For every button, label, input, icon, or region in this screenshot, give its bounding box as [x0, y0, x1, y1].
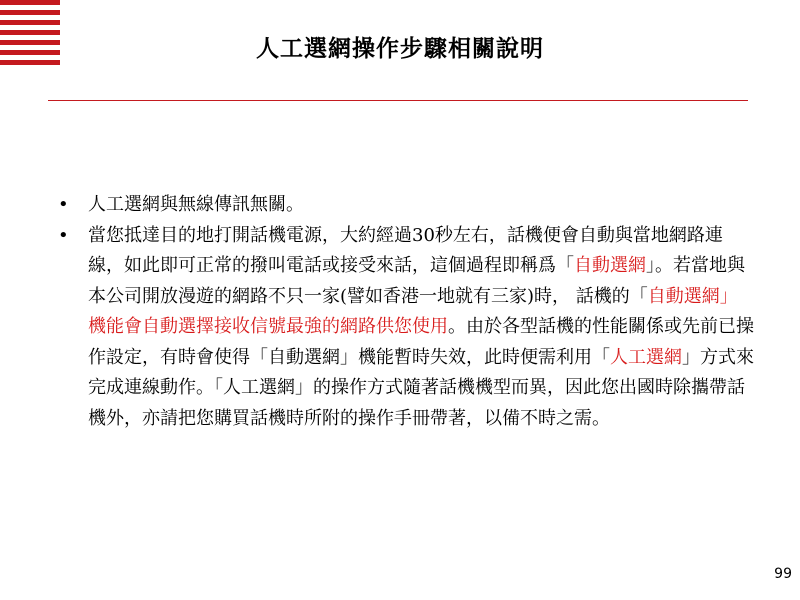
list-item	[58, 221, 758, 435]
page-title: 人工選網操作步驟相關說明	[256, 35, 544, 62]
bullet-list	[58, 190, 758, 434]
item-text: 」。若當地與本公司開放漫遊的網路不只一家(譬如香港一地就有三家)時， 話機的「	[88, 255, 745, 307]
page-number: 99	[774, 566, 792, 582]
highlight-text: 自動選網	[574, 255, 646, 276]
item-text: 人工選網與無線傳訊無關。	[88, 194, 304, 215]
bullet-icon: •	[58, 224, 69, 246]
item-text: 當您抵達目的地打開話機電源，大約經過30秒左右，話機便會自動與當地網路連線，如此即可正常的撥叫電話或接受來話，這個過程即稱爲「	[88, 224, 723, 276]
title-divider	[48, 100, 748, 101]
bullet-icon: •	[58, 194, 69, 215]
list-item	[58, 190, 758, 221]
item-text: 。由於各型話機的性能關係或先前已操作設定，有時會使得「自動選網」機能暫時失效，此時便需利用「	[88, 316, 754, 368]
highlight-text: 人工選網	[610, 346, 682, 368]
highlight-text: 自動選網」 機能會自動選擇接收信號最強的網路供您使用	[88, 285, 738, 337]
item-text: 」方式來完成連線動作。「人工選網」的操作方式隨著話機機型而異，因此您出國時除攜帶話機外，亦請把您購買話機時所附的操作手冊帶著，以備不時之需。	[88, 346, 754, 429]
